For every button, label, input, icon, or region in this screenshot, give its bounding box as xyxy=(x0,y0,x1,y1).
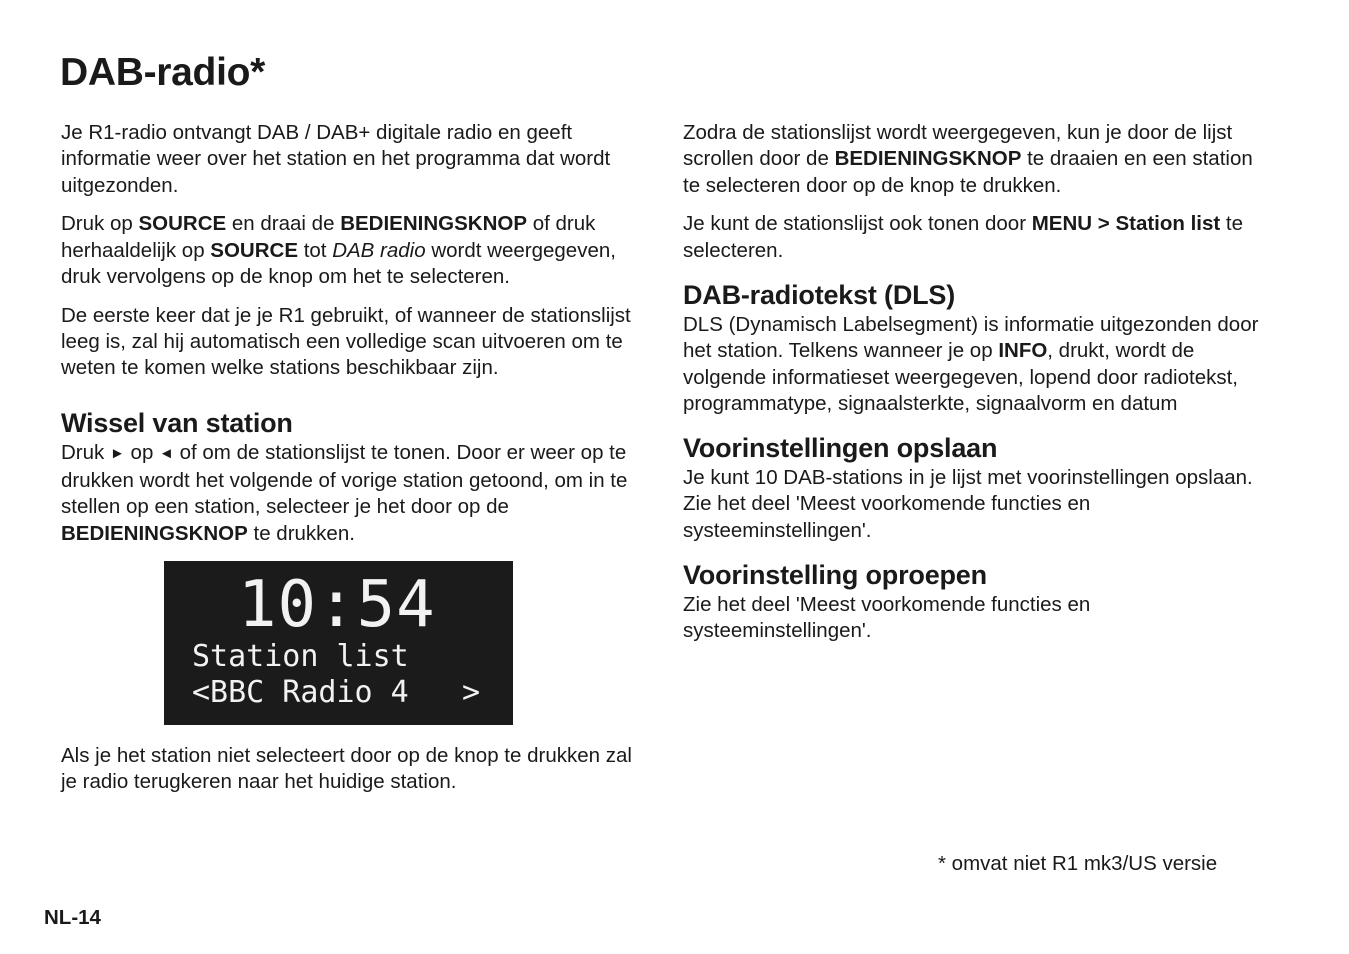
display-clock: 10:54 xyxy=(238,567,436,642)
text-run: of druk herhaaldelijk op xyxy=(61,212,596,262)
info-key-label: INFO xyxy=(998,339,1048,363)
source-key-label: SOURCE xyxy=(138,212,227,236)
intro-paragraph: Je R1-radio ontvangt DAB / DAB+ digitale radio en geeft informatie weer over het station en het programma dat wordt uitgezonden. xyxy=(61,121,611,197)
text-run: Druk xyxy=(61,440,110,464)
first-use-paragraph: De eerste keer dat je je R1 gebruikt, of wanneer de stationslijst leeg is, zal hij automatisch een volledige scan uitvoeren om te weten te komen welke stations beschikbaar zijn. xyxy=(61,303,631,380)
source-key-label: SOURCE xyxy=(210,238,299,262)
menu-path-label: MENU > Station list xyxy=(1031,212,1221,236)
play-right-icon: ► xyxy=(109,444,125,462)
footnote: * omvat niet R1 mk3/US versie xyxy=(938,852,1218,875)
text-run: DLS (Dynamisch Labelsegment) is informatie uitgezonden door het station. Telkens wanneer je op xyxy=(683,312,1259,363)
switch-station-paragraph xyxy=(61,440,633,547)
heading-save-presets: Voorinstellingen opslaan xyxy=(683,433,998,464)
source-paragraph xyxy=(61,211,633,290)
display-line-2: <BBC Radio 4 xyxy=(192,674,409,710)
left-column xyxy=(61,120,633,808)
text-run: Zodra de stationslijst wordt weergegeven, kun je door de lijst scrollen door de xyxy=(683,121,1233,171)
heading-dls: DAB-radiotekst (DLS) xyxy=(683,279,956,310)
page-title: DAB-radio* xyxy=(60,51,266,94)
text-run: en draai de xyxy=(226,212,341,236)
timeout-paragraph: Als je het station niet selecteert door op de knop te drukken zal je radio terugkeren naar het huidige station. xyxy=(61,743,632,794)
text-run: wordt weergegeven, druk vervolgens op de knop om het te selecteren. xyxy=(61,238,616,288)
page-number: NL-14 xyxy=(44,906,101,929)
text-run: , drukt, wordt de volgende informatieset weergegeven, lopend door radiotekst, programmatype, signaalsterkte, signaalvorm en datum xyxy=(683,339,1238,415)
scroll-paragraph xyxy=(683,120,1263,199)
save-presets-paragraph: Je kunt 10 DAB-stations in je lijst met voorinstellingen opslaan. Zie het deel 'Meest voorkomende functies en systeeminstellingen'. xyxy=(683,466,1253,542)
control-knob-label: BEDIENINGSKNOP xyxy=(61,521,248,545)
control-knob-label: BEDIENINGSKNOP xyxy=(340,212,527,236)
play-left-icon: ◄ xyxy=(159,444,174,462)
display-line-1: Station list xyxy=(192,638,409,674)
recall-preset-paragraph: Zie het deel 'Meest voorkomende functies en systeeminstellingen'. xyxy=(683,593,1091,643)
text-run: Je kunt de stationslijst ook tonen door xyxy=(683,212,1032,236)
text-run: op xyxy=(124,440,160,464)
text-run: of om de stationslijst te tonen. Door er weer op te drukken wordt het volgende of vorige station getoond, om in te stellen op een station, selecteer je het door op de xyxy=(61,440,628,519)
right-column xyxy=(683,120,1263,657)
dab-radio-mode-label: DAB radio xyxy=(332,238,426,262)
text-run: te selecteren. xyxy=(683,212,1244,262)
radio-display xyxy=(164,561,513,725)
text-run: te drukken. xyxy=(247,521,355,545)
control-knob-label: BEDIENINGSKNOP xyxy=(834,147,1022,171)
dls-paragraph xyxy=(683,312,1263,417)
heading-switch-station: Wissel van station xyxy=(61,407,293,438)
text-run: te draaien en een station te selecteren door op de knop te drukken. xyxy=(683,147,1253,197)
text-run: Druk op xyxy=(61,212,139,236)
text-run: tot xyxy=(298,238,333,262)
heading-recall-preset: Voorinstelling oproepen xyxy=(683,560,987,591)
menu-paragraph xyxy=(683,211,1263,264)
display-next-arrow: > xyxy=(462,674,481,710)
